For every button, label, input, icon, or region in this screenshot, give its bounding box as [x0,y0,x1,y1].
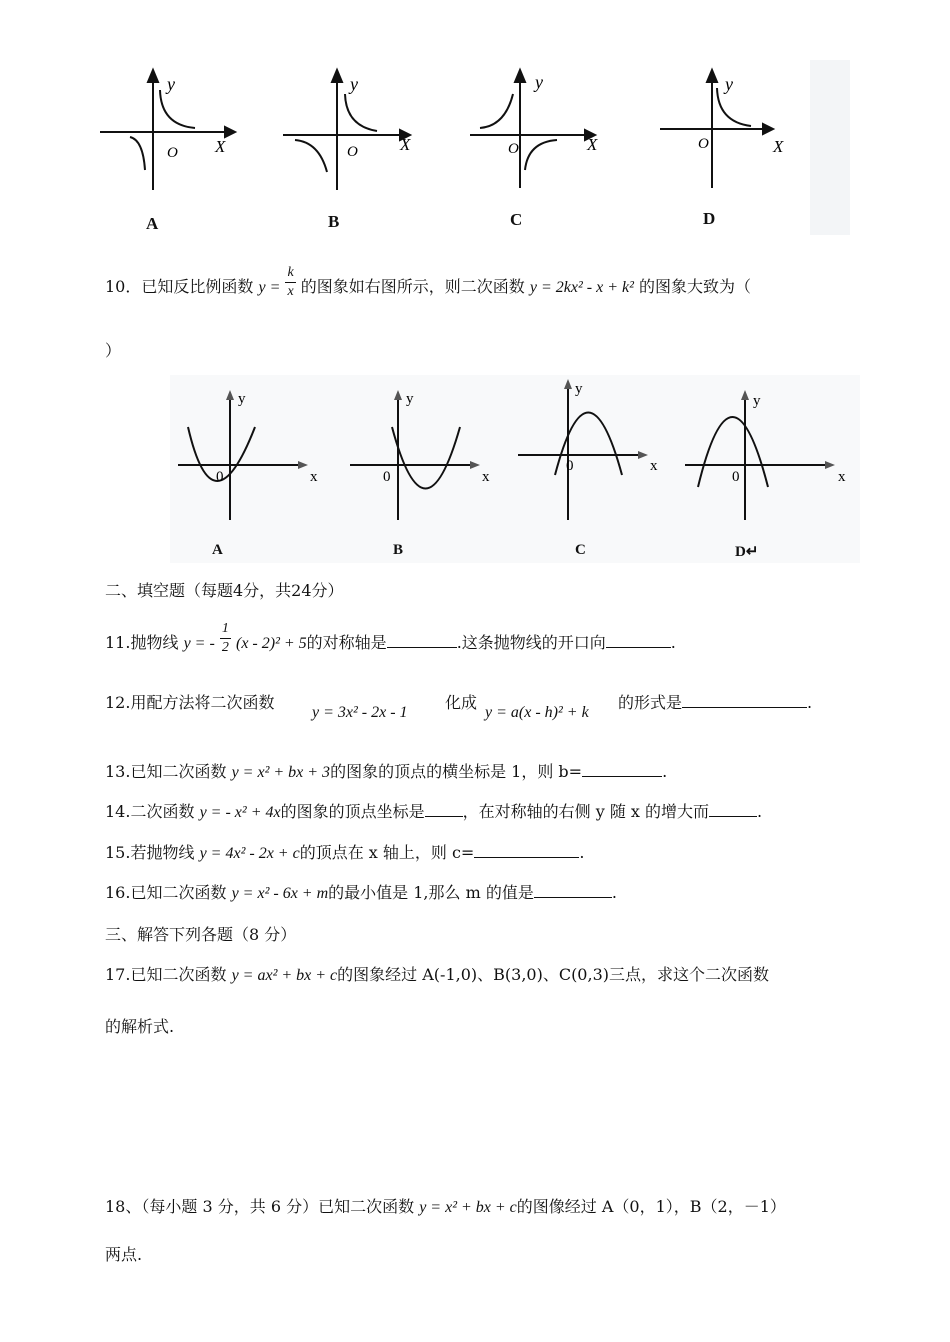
q15-number: 15. [105,843,131,862]
q13-text-c: . [662,762,668,781]
q11-text-a: 抛物线 [130,633,179,652]
section3-title: 三、解答下列各题（8 分） [105,925,297,944]
q9-b-y-label: y [350,74,358,94]
q12-tail [618,690,812,713]
q12-func2: y = a(x - h)² + k [485,704,589,721]
q16-blank[interactable] [534,883,612,898]
q9-d-y-label: y [725,74,733,94]
q13-text-a: 已知二次函数 [130,762,227,781]
q17-func: y = ax² + bx + c [231,967,338,984]
q12-line [105,690,274,713]
q10-a-origin: 0 [216,469,224,485]
q10-graph-a [178,390,308,520]
q12-text-b: 化成 [445,693,478,712]
q11-func-rhs: (x - 2)² + 5 [235,635,307,652]
q14-text-d: . [757,802,763,821]
q9-a-origin: O [167,145,178,161]
q13-blank[interactable] [582,762,662,777]
q10-line1 [105,265,752,301]
q14-blank-trend[interactable] [709,802,757,817]
q18-text-b: 的图像经过 A（0，1），B（2，－1） [516,1197,786,1216]
q12-number: 12. [105,693,131,712]
q9-b-x-label: X [400,135,411,154]
q14-line [105,799,762,822]
q10-label-b: B [393,542,404,558]
q10-func1-num: k [285,264,295,283]
q18-number: 18、 [105,1197,142,1216]
q15-text-b: 的顶点在 x 轴上，则 c= [299,843,475,862]
q17-text-b: 的图象经过 A(-1,0)、B(3,0)、C(0,3)三点，求这个二次函数 [337,965,769,984]
q10-text-b: 的图象如右图所示，则二次函数 [300,277,525,296]
q11-func-lhs: y = - [183,635,215,652]
q10-label-c: C [575,542,586,558]
q9-d-origin: O [698,136,709,152]
q10-graph-c [518,379,648,520]
q10-graphs-svg [170,375,860,563]
q9-c-y-label: y [535,72,543,92]
q13-text-b: 的图象的顶点的横坐标是 1，则 b= [330,762,583,781]
q10-text-a: 已知反比例函数 [141,277,254,296]
q10-label-a: A [212,542,223,558]
q9-c-x-label: X [587,135,598,154]
q11-frac-num: 1 [220,620,231,639]
q17-line2: 的解析式. [105,1017,175,1036]
q11-blank-axis[interactable] [387,633,457,648]
q18-line2: 两点. [105,1245,143,1264]
q16-text-a: 已知二次函数 [130,883,227,902]
q11-text-d: . [670,633,676,652]
q9-label-b: B [328,212,340,231]
q10-d-x-label: x [838,469,846,485]
q9-d-x-label: X [773,137,784,156]
q11-frac-den: 2 [221,640,229,655]
q10-b-origin: 0 [383,469,391,485]
q10-func1-den: x [287,284,294,299]
q9-label-c: C [510,210,523,229]
q11-blank-direction[interactable] [606,633,671,648]
q14-text-b: 的图象的顶点坐标是 [280,802,425,821]
q10-graphs [170,375,860,563]
q10-func2: y = 2kx² - x + k² [529,279,634,296]
q9-graph-b [283,70,410,190]
q13-line [105,759,667,782]
q9-graphs-svg [95,60,855,250]
q10-b-x-label: x [482,469,490,485]
q10-c-y-label: y [575,381,583,397]
q9-graphs [95,60,855,250]
q13-func: y = x² + bx + 3 [231,764,331,781]
q11-text-b: 的对称轴是 [306,633,387,652]
q10-number: 10． [105,277,142,296]
q12-blank[interactable] [682,693,807,708]
q16-text-b: 的最小值是 1,那么 m 的值是 [328,883,534,902]
q14-number: 14. [105,802,131,821]
q14-blank-vertex[interactable] [425,802,463,817]
q17-text-a: 已知二次函数 [130,965,227,984]
q16-line [105,880,617,903]
q15-text-c: . [579,843,585,862]
section2-title: 二、填空题（每题4分，共24分） [105,581,344,600]
q11-fraction [220,620,231,657]
q10-b-y-label: y [406,391,414,407]
q18-line1 [105,1194,786,1217]
q15-blank[interactable] [474,843,579,858]
q9-a-x-label: X [215,137,226,156]
q15-text-a: 若抛物线 [130,843,195,862]
q9-graph-c [470,70,595,188]
q18-text-a: （每小题 3 分，共 6 分）已知二次函数 [141,1197,415,1216]
q9-c-origin: O [508,141,519,157]
q12-text-d: . [807,693,813,712]
q10-label-d: D↵ [735,544,759,560]
q14-func: y = - x² + 4x [199,804,281,821]
q11-text-c: .这条抛物线的开口向 [456,633,606,652]
q10-a-x-label: x [310,469,318,485]
q12-func1: y = 3x² - 2x - 1 [312,704,408,721]
q9-b-origin: O [347,144,358,160]
q18-func: y = x² + bx + c [419,1199,517,1216]
q9-label-d: D [703,209,716,228]
q15-line [105,840,584,863]
q13-number: 13. [105,762,131,781]
q10-func1-lhs: y = [258,279,281,296]
q11-line [105,621,676,657]
q9-label-a: A [146,214,159,233]
q15-func: y = 4x² - 2x + c [199,845,300,862]
q10-text-c: 的图象大致为（ [639,277,752,296]
q17-line1 [105,962,769,985]
q10-func1-fraction [285,264,295,301]
q9-a-y-label: y [167,74,175,94]
q10-d-origin: 0 [732,469,740,485]
q10-close: ） [105,341,122,360]
q10-graph-d [685,390,835,520]
q14-text-a: 二次函数 [130,802,195,821]
q10-a-y-label: y [238,391,246,407]
q16-number: 16. [105,883,131,902]
q14-text-c: ，在对称轴的右侧 y 随 x 的增大而 [462,802,710,821]
q10-c-x-label: x [650,458,658,474]
q12-text-c: 的形式是 [618,693,683,712]
q10-graph-b [350,390,480,520]
q10-d-y-label: y [753,393,761,409]
q17-number: 17. [105,965,131,984]
q16-func: y = x² - 6x + m [231,885,329,902]
q10-c-origin: 0 [566,458,574,474]
q9-graph-d [660,70,773,188]
q12-text-a: 用配方法将二次函数 [130,693,275,712]
q16-text-c: . [611,883,617,902]
q11-number: 11. [105,633,131,652]
